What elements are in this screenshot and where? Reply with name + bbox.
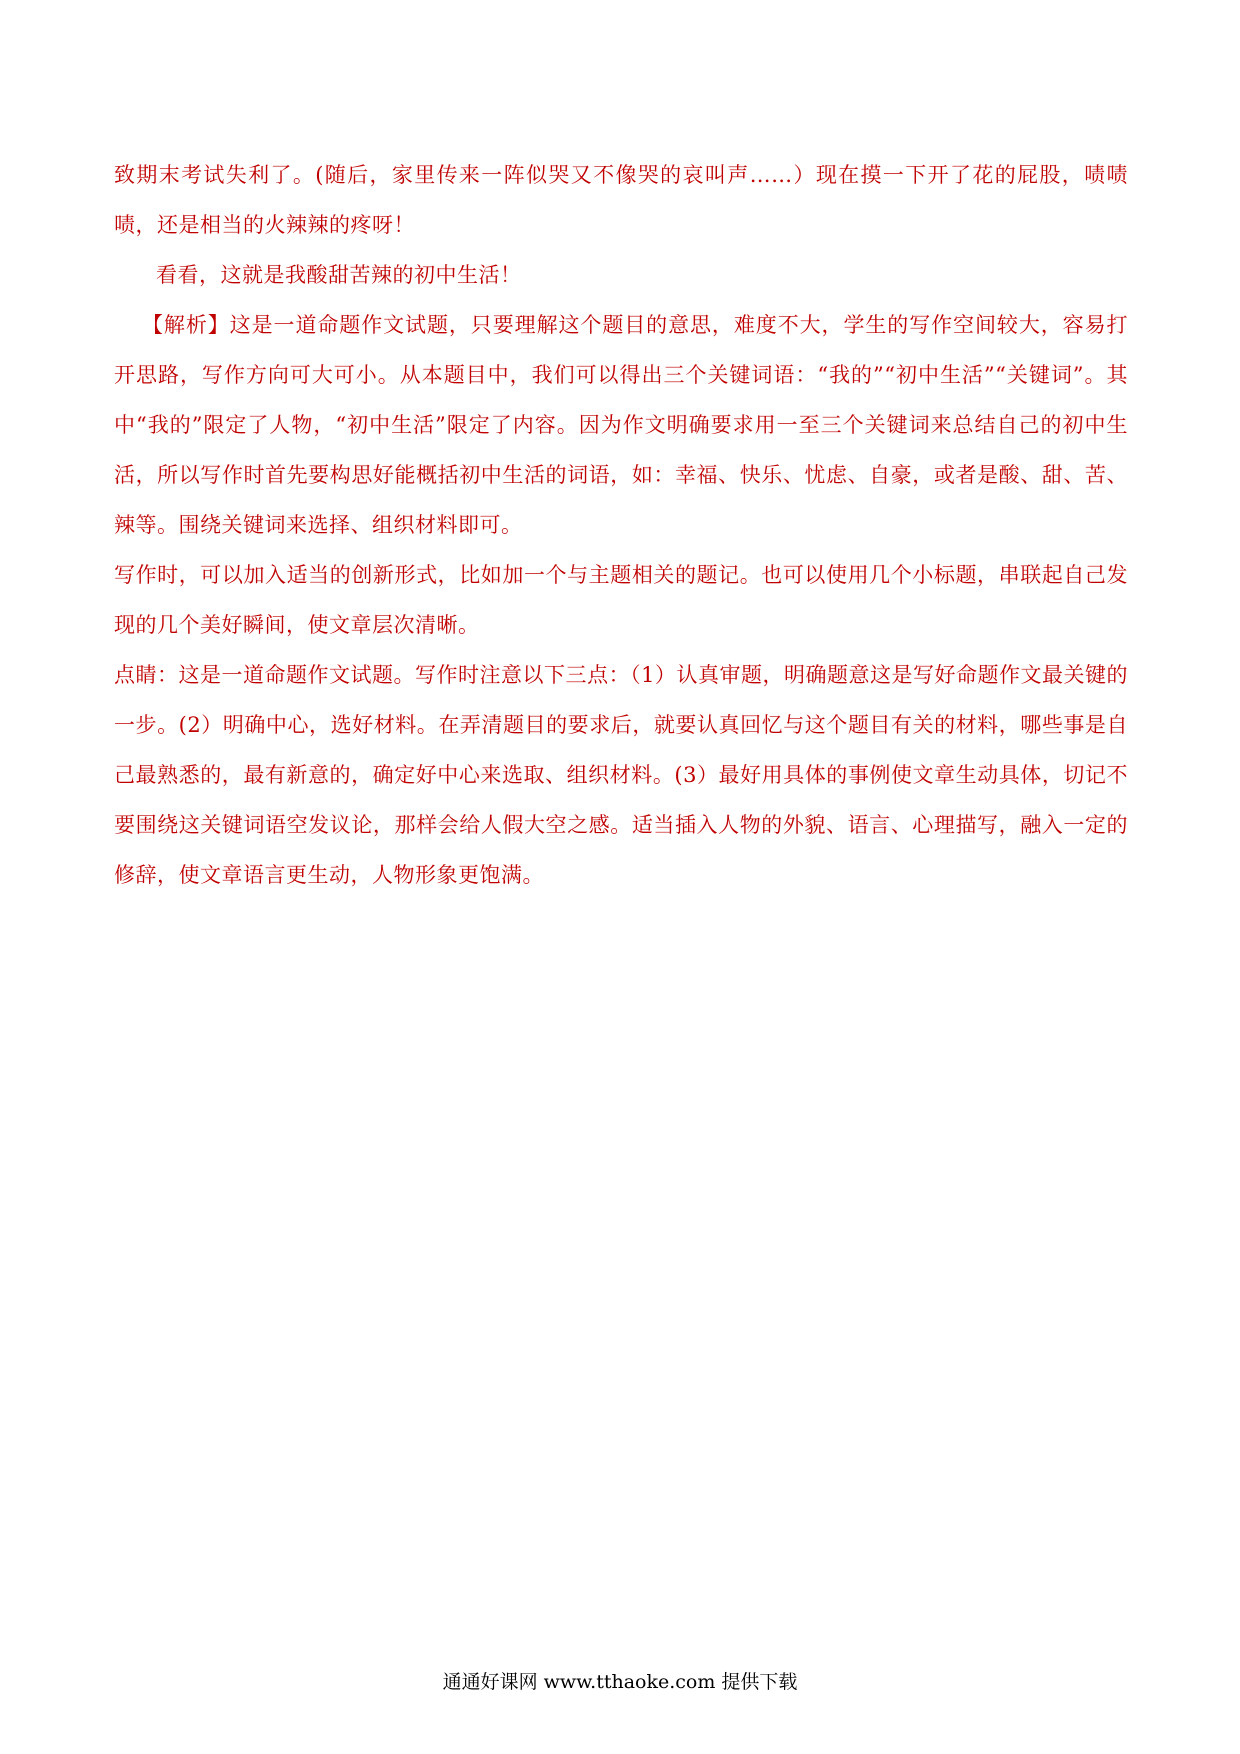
paragraph-intro-ending: 致期末考试失利了。(随后，家里传来一阵似哭又不像哭的哀叫声……）现在摸一下开了花的屁股，啧啧啧，还是相当的火辣辣的疼呀！ [114, 163, 1128, 237]
document-body [114, 150, 1128, 900]
paragraph-key-points: 点睛：这是一道命题作文试题。写作时注意以下三点：（1）认真审题，明确题意这是写好命题作文最关键的一步。(2）明确中心，选好材料。在弄清题目的要求后，就要认真回忆与这个题目有关的材料，哪些事是自己最熟悉的，最有新意的，确定好中心来选取、组织材料。(3）最好用具体的事例使文章生动具体，切记不要围绕这关键词语空发议论，那样会给人假大空之感。适当插入人物的外貌、语言、心理描写，融入一定的修辞，使文章语言更生动，人物形象更饱满。 [114, 663, 1128, 887]
page-footer: 通通好课网 www.tthaoke.com 提供下载 [442, 1671, 798, 1693]
paragraph-writing-tips: 写作时，可以加入适当的创新形式，比如加一个与主题相关的题记。也可以使用几个小标题，串联起自己发现的几个美好瞬间，使文章层次清晰。 [114, 563, 1128, 637]
paragraph-conclusion: 看看，这就是我酸甜苦辣的初中生活！ [156, 263, 522, 287]
paragraph-analysis: 【解析】这是一道命题作文试题，只要理解这个题目的意思，难度不大，学生的写作空间较大，容易打开思路，写作方向可大可小。从本题目中，我们可以得出三个关键词语：“我的”“初中生活”“关键词”。其中“我的”限定了人物，“初中生活”限定了内容。因为作文明确要求用一至三个关键词来总结自己的初中生活，所以写作时首先要构思好能概括初中生活的词语，如：幸福、快乐、忧虑、自豪，或者是酸、甜、苦、辣等。围绕关键词来选择、组织材料即可。 [114, 313, 1128, 537]
